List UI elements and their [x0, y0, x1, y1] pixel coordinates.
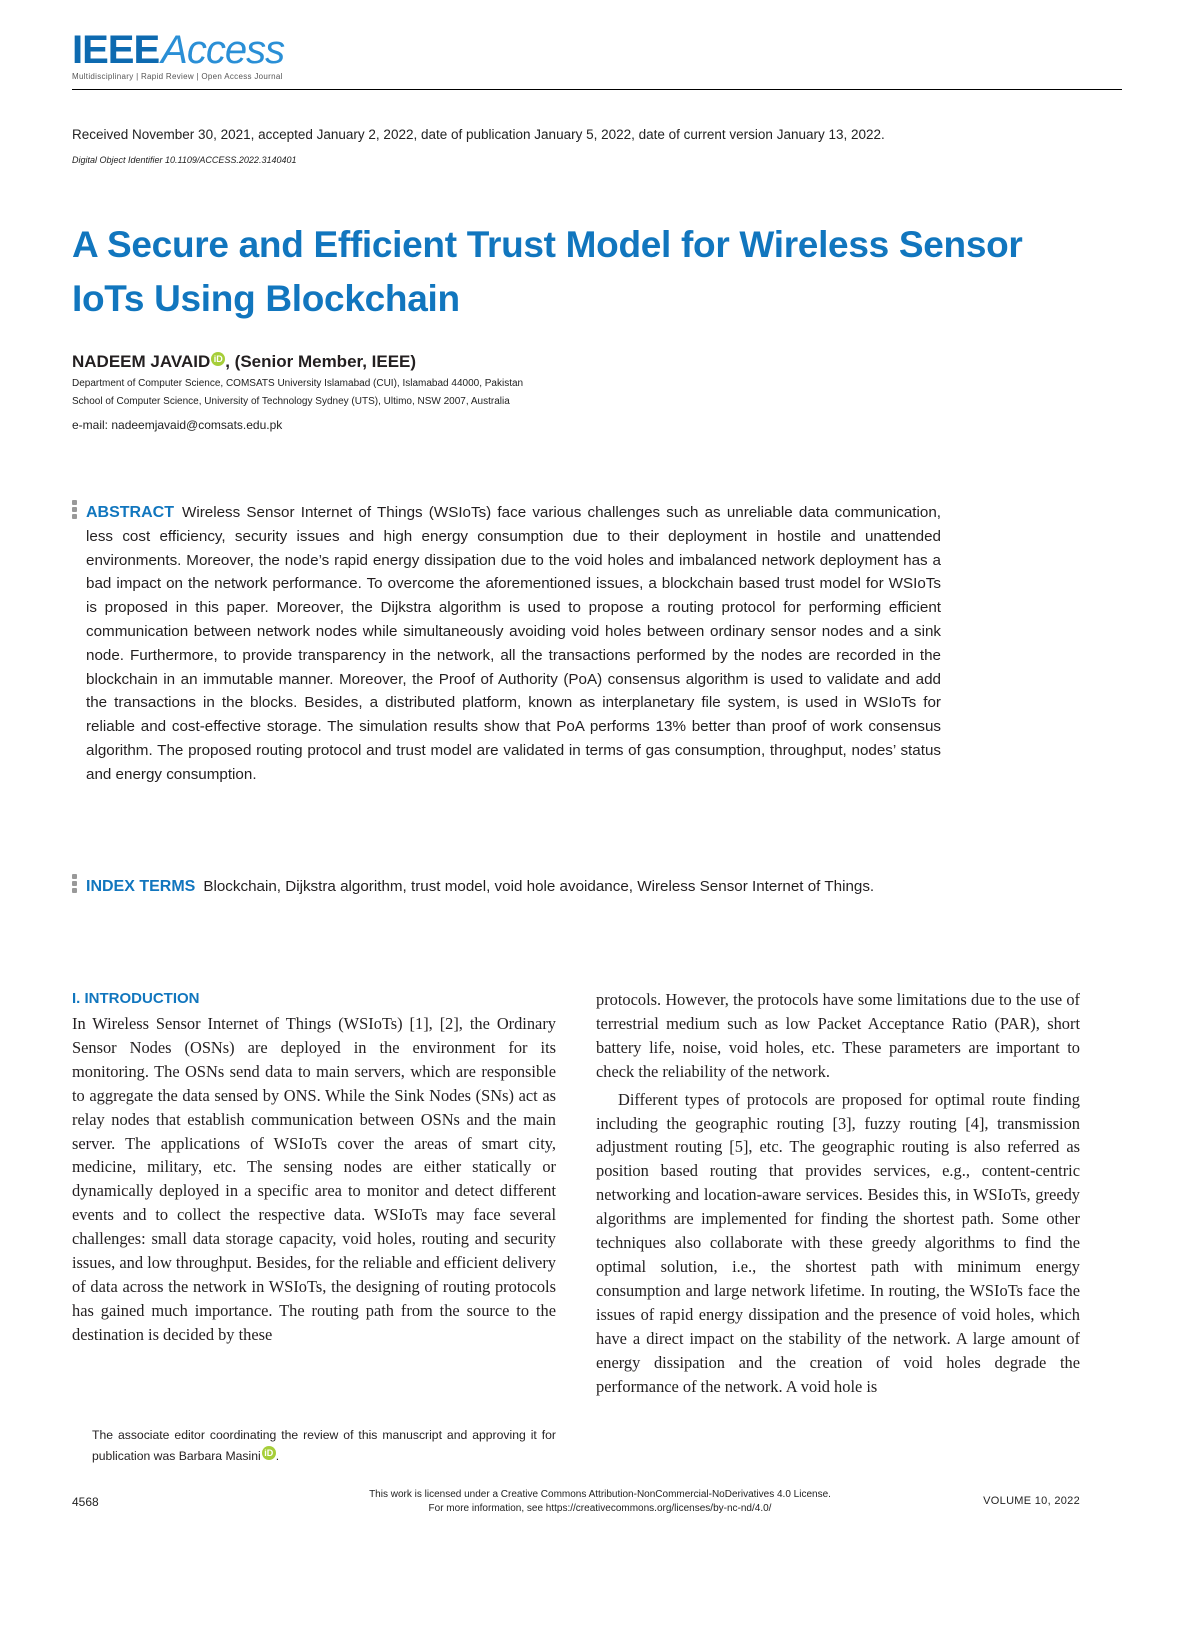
- index-terms-text: Blockchain, Dijkstra algorithm, trust model, void hole avoidance, Wireless Sensor Internet of Things.: [203, 878, 875, 895]
- author-membership: , (Senior Member, IEEE): [225, 352, 417, 371]
- section-heading-introduction: I. INTRODUCTION: [72, 990, 200, 1007]
- author-name[interactable]: NADEEM JAVAID: [72, 352, 211, 371]
- abstract-text: Wireless Sensor Internet of Things (WSIoTs) face various challenges such as unreliable data communication, less cost efficiency, security issues and high energy consumption due to their deployment in hostile and unattended environments. Moreover, the node’s rapid energy dissipation due to the void holes and imbalanced network deployment has a bad impact on the network performance. To overcome the aforementioned issues, a blockchain based trust model for WSIoTs is proposed in this paper. Moreover, the Dijkstra algorithm is used to propose a routing protocol for performing efficient communication between network nodes while simultaneously avoiding void holes between ordinary sensor nodes and a sink node. Furthermore, to provide transparency in the network, all the transactions performed by the nodes are recorded in the blockchain in an immutable manner. Moreover, the Proof of Authority (PoA) consensus algorithm is used to validate and add the transactions in the blocks. Besides, a distributed platform, known as interplanetary file system, is used in WSIoTs for reliable and cost-effective storage. The simulation results show that PoA performs 13% better than proof of work consensus algorithm. The proposed routing protocol and trust model are validated in terms of gas consumption, throughput, nodes’ status and energy consumption.: [86, 504, 941, 783]
- intro-paragraph-2: protocols. However, the protocols have some limitations due to the use of terrestrial medium such as low Packet Acceptance Ratio (PAR), short battery life, noise, void holes, etc. These parameters are important to check the reliability of the network.: [596, 990, 1080, 1081]
- editor-footnote: The associate editor coordinating the review of this manuscript and approving it for publication was Barbara Masini iD .: [92, 1428, 556, 1463]
- abstract-block: [86, 501, 941, 787]
- page-number: 4568: [72, 1495, 99, 1509]
- license-line-1: This work is licensed under a Creative Commons Attribution-NonCommercial-NoDerivatives 4.0 License.: [369, 1489, 831, 1500]
- logo-access-text: Access: [161, 28, 285, 72]
- license-line-2[interactable]: For more information, see https://creativecommons.org/licenses/by-nc-nd/4.0/: [428, 1503, 772, 1514]
- journal-logo: [72, 28, 284, 73]
- logo-ieee-text: IEEE: [72, 28, 160, 72]
- author-line: [72, 352, 416, 372]
- orcid-icon-editor[interactable]: iD: [262, 1446, 276, 1460]
- intro-right-column: [596, 988, 1080, 1398]
- doi-line: Digital Object Identifier 10.1109/ACCESS.2022.3140401: [72, 155, 297, 165]
- logo-tagline: Multidisciplinary | Rapid Review | Open Access Journal: [72, 72, 283, 81]
- abstract-marker-icon: [72, 500, 78, 521]
- volume-label: VOLUME 10, 2022: [983, 1495, 1080, 1507]
- footnote-text: The associate editor coordinating the review of this manuscript and approving it for publication was Barbara Masini: [92, 1428, 556, 1463]
- affiliation-1: Department of Computer Science, COMSATS University Islamabad (CUI), Islamabad 44000, Pakistan: [72, 378, 524, 389]
- affiliation-2: School of Computer Science, University of Technology Sydney (UTS), Ultimo, NSW 2007, Australia: [72, 396, 510, 407]
- intro-paragraph-3: Different types of protocols are proposed for optimal route finding including the geographic routing [3], fuzzy routing [4], transmission adjustment routing [5], etc. The geographic routing is also referred as position based routing that provides services, e.g., content-centric networking and location-aware services. Besides this, in WSIoTs, greedy algorithms are implemented for finding the shortest path. Some other techniques also collaborate with these greedy algorithms to find the optimal solution, i.e., the shortest path with minimum energy consumption and large network lifetime. In routing, the WSIoTs face the issues of rapid energy dissipation and the presence of void holes, which have a direct impact on the stability of the network. A large amount of energy dissipation and the creation of void holes degrade the performance of the network. A void hole is: [596, 1089, 1080, 1396]
- index-terms-block: [86, 875, 946, 899]
- abstract-label: ABSTRACT: [86, 504, 174, 521]
- orcid-icon[interactable]: iD: [211, 352, 225, 366]
- header-divider: [72, 89, 1122, 90]
- publication-dates: Received November 30, 2021, accepted January 2, 2022, date of publication January 5, 2022, date of current version January 13, 2022.: [72, 127, 885, 142]
- index-terms-marker-icon: [72, 874, 78, 895]
- intro-left-column: [72, 1012, 556, 1347]
- intro-paragraph-1: In Wireless Sensor Internet of Things (WSIoTs) [1], [2], the Ordinary Sensor Nodes (OSNs) are deployed in the environment for its monitoring. The OSNs send data to main servers, which are responsible to aggregate the data sensed by ONS. While the Sink Nodes (SNs) act as relay nodes that establish communication between OSNs and the main server. The applications of WSIoTs cover the areas of smart city, medicine, military, etc. The sensing nodes are either statically or dynamically deployed in a specific area to monitor and detect different events and to collect the respective data. WSIoTs may face several challenges: small data storage capacity, void holes, routing and security issues, and low throughput. Besides, for the reliable and efficient delivery of data across the network in WSIoTs, the designing of routing protocols has gained much importance. The routing path from the source to the destination is decided by these: [72, 1014, 556, 1344]
- index-terms-label: INDEX TERMS: [86, 878, 196, 895]
- paper-title: A Secure and Efficient Trust Model for Wireless Sensor IoTs Using Blockchain: [72, 224, 1023, 319]
- author-email[interactable]: e-mail: nadeemjavaid@comsats.edu.pk: [72, 418, 283, 432]
